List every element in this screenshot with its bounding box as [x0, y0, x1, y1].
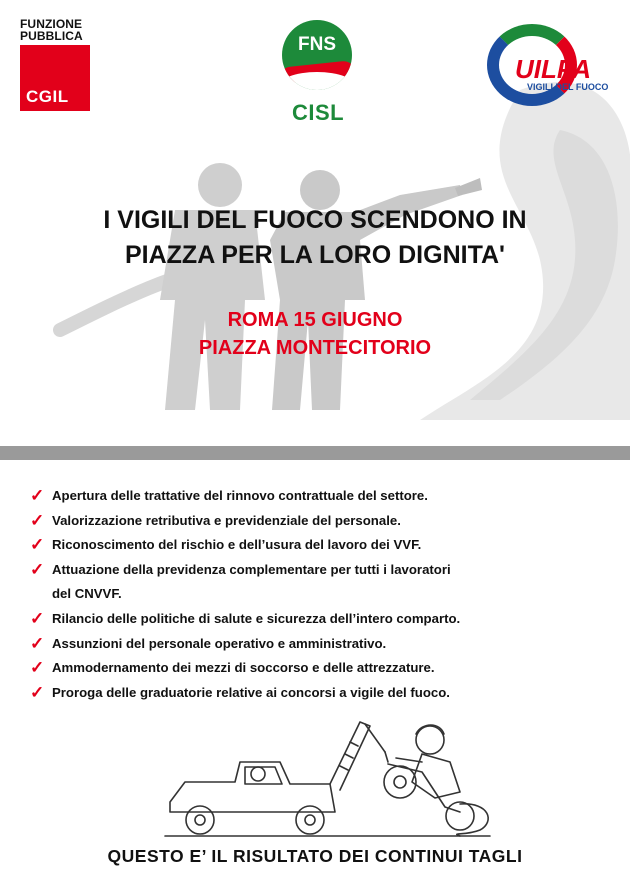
tow-truck-cartoon-illustration: [160, 712, 500, 840]
list-item: [30, 681, 620, 706]
cgil-logo: [20, 18, 94, 114]
list-item-text: Assunzioni del personale operativo e amministrativo.: [52, 635, 387, 651]
event-date: ROMA 15 GIUGNO: [227, 309, 403, 331]
cisl-logo-name: CISL: [291, 100, 345, 125]
list-item-text: Ammodernamento dei mezzi di soccorso e delle attrezzature.: [52, 660, 435, 676]
checkmark-icon: ✓: [30, 559, 45, 579]
fns-logo-circle: [282, 20, 352, 90]
list-item-text: Apertura delle trattative del rinnovo contrattuale del settore.: [52, 488, 428, 503]
list-item: [30, 509, 620, 534]
section-divider: [0, 446, 630, 460]
list-item-text: Proroga delle graduatorie relative ai concorsi a vigile del fuoco.: [52, 684, 450, 700]
event-details: [0, 306, 630, 362]
checkmark-icon: ✓: [30, 535, 45, 555]
checkmark-icon: ✓: [30, 682, 45, 702]
uilpa-logo-name: UILPA: [515, 54, 592, 84]
checkmark-icon: ✓: [30, 633, 45, 653]
list-item-text: Rilancio delle politiche di salute e sicurezza dell’intero comparto.: [52, 610, 461, 626]
cgil-logo-line1: FUNZIONE: [20, 17, 83, 31]
fns-logo-white-wave: [282, 72, 352, 90]
list-item-text: Valorizzazione retributiva e previdenziale del personale.: [52, 512, 401, 528]
cgil-logo-line2: PUBBLICA: [20, 29, 83, 43]
fns-logo-name: FNS: [298, 34, 336, 55]
list-item: [30, 533, 620, 558]
footer-slogan: QUESTO E’ IL RISULTATO DEI CONTINUI TAGLI: [107, 846, 523, 866]
cgil-logo-name: CGIL: [26, 87, 69, 106]
list-item: [30, 607, 620, 632]
list-item-continuation: del CNVVF.: [52, 586, 122, 602]
list-item: [30, 632, 620, 657]
event-location: PIAZZA MONTECITORIO: [198, 337, 432, 359]
list-item: [30, 484, 620, 509]
cgil-logo-box: [20, 45, 90, 111]
checkmark-icon: ✓: [30, 658, 45, 678]
list-item-text: Attuazione della previdenza complementare per tutti i lavoratori: [52, 561, 451, 577]
checkmark-icon: ✓: [30, 486, 45, 505]
headline-line1: I VIGILI DEL FUOCO SCENDONO IN: [103, 206, 527, 234]
uilpa-logo: [487, 24, 617, 114]
checkmark-icon: ✓: [30, 608, 45, 628]
headline: [20, 203, 610, 273]
uilpa-logo-sub: VIGILI DEL FUOCO: [527, 82, 609, 92]
fns-cisl-logo: [276, 20, 366, 130]
checkmark-icon: ✓: [30, 510, 45, 530]
headline-line2: PIAZZA PER LA LORO DIGNITA': [124, 241, 505, 269]
list-item: [30, 656, 620, 681]
demands-list: [30, 484, 620, 705]
list-item: [30, 558, 620, 607]
list-item-text: Riconoscimento del rischio e dell’usura del lavoro dei VVF.: [52, 537, 422, 553]
